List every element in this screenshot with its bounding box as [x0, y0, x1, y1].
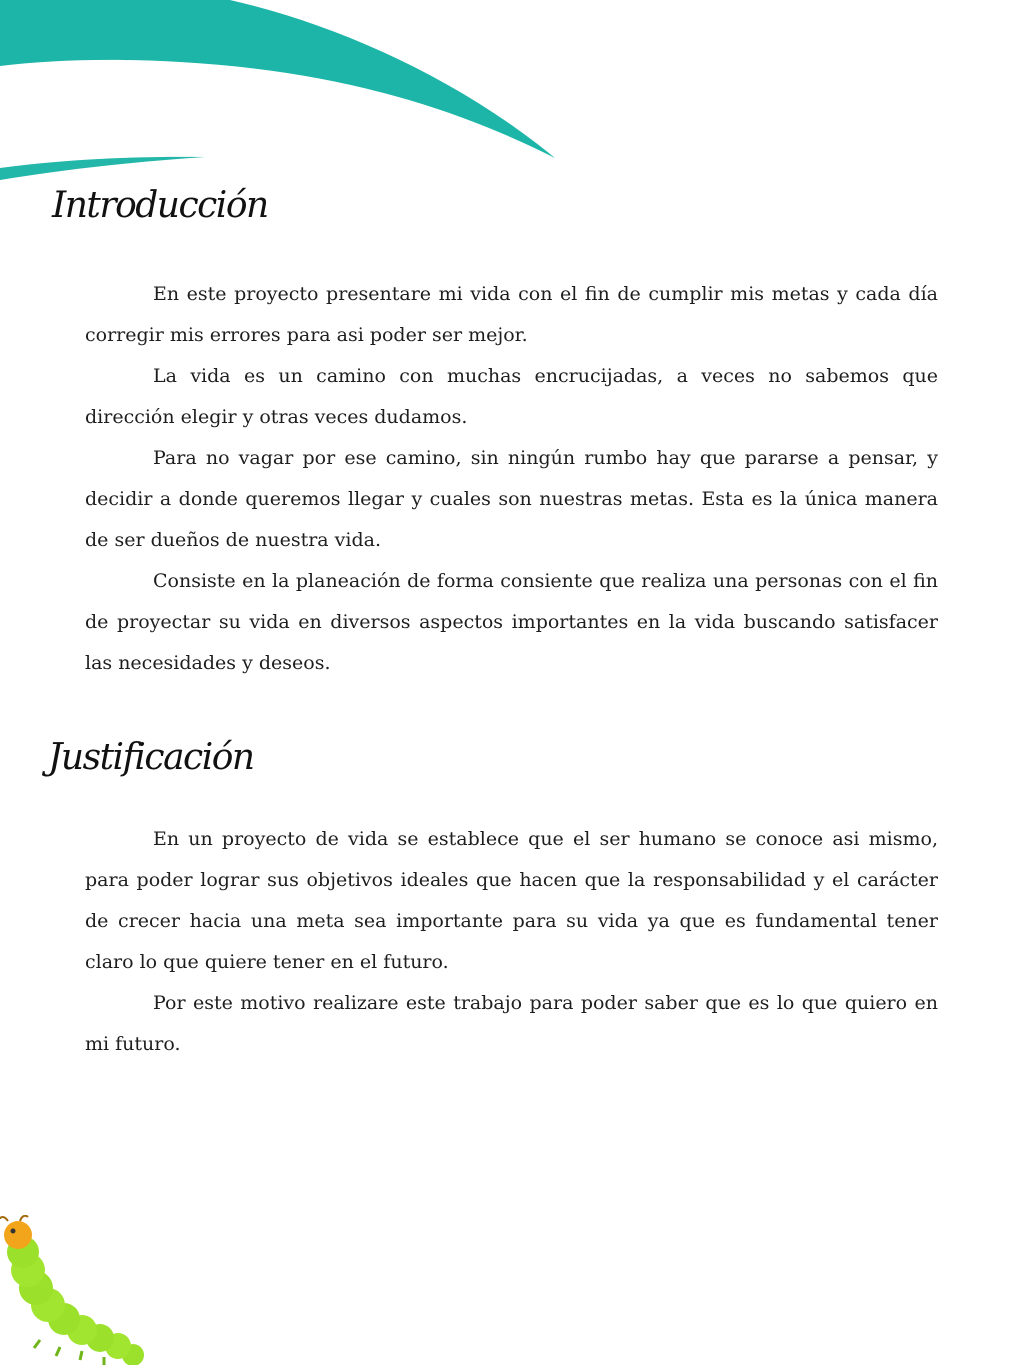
introduccion-paragraph: Para no vagar por ese camino, sin ningún rumbo hay que pararse a pensar, y decidir a donde queremos llegar y cuales son nuestras metas. Esta es la única manera de ser dueños de nuestra vida.: [85, 447, 938, 551]
introduccion-paragraph: Consiste en la planeación de forma consiente que realiza una personas con el fin de proyectar su vida en diversos aspectos importantes en la vida buscando satisfacer las necesidades y deseos.: [85, 570, 938, 674]
introduccion-heading: Introducción: [52, 185, 268, 226]
introduccion-body: [85, 274, 938, 684]
justificacion-body: [85, 819, 938, 1065]
introduccion-paragraph: La vida es un camino con muchas encrucijadas, a veces no sabemos que dirección elegir y otras veces dudamos.: [85, 365, 938, 428]
caterpillar-body: [7, 1236, 144, 1365]
swoosh-band-thin: [0, 157, 205, 180]
justificacion-paragraph: Por este motivo realizare este trabajo para poder saber que es lo que quiero en mi futuro.: [85, 992, 938, 1055]
teal-swoosh-decoration: [0, 0, 600, 190]
swoosh-band-large: [0, 0, 555, 158]
justificacion-paragraph: En un proyecto de vida se establece que el ser humano se conoce asi mismo, para poder lograr sus objetivos ideales que hacen que la responsabilidad y el carácter de crecer hacia una meta sea importante para su vida ya que es fundamental tener claro lo que quiere tener en el futuro.: [85, 828, 938, 973]
caterpillar-head: [0, 1216, 32, 1249]
justificacion-heading: Justificación: [48, 737, 254, 778]
caterpillar-illustration: [0, 1215, 160, 1365]
introduccion-paragraph: En este proyecto presentare mi vida con el fin de cumplir mis metas y cada día corregir mis errores para asi poder ser mejor.: [85, 283, 938, 346]
